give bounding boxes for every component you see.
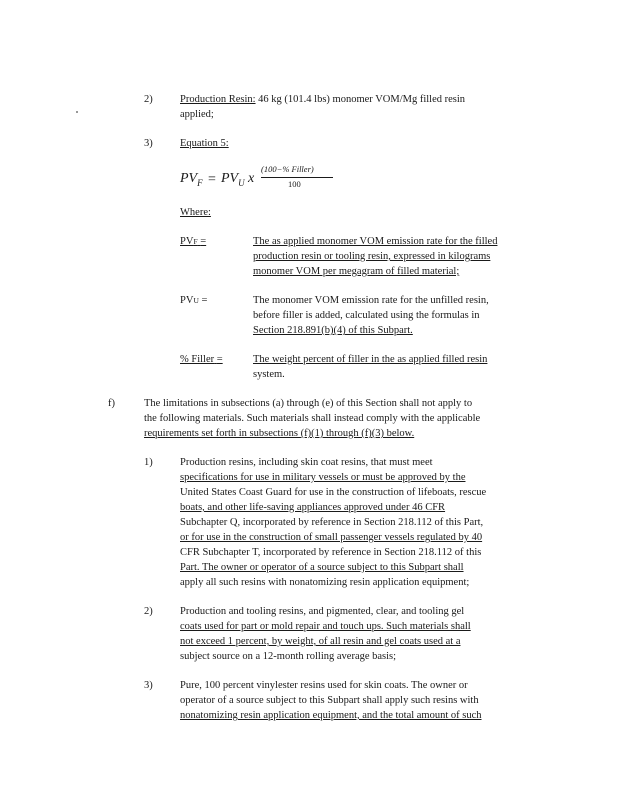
item-f-line: The limitations in subsections (a) through (e) of this Section shall not apply to: [144, 398, 473, 409]
where-label: Where:: [180, 207, 211, 218]
equation-fraction-bar: [261, 177, 333, 178]
definition-pvu-line: The monomer VOM emission rate for the unfilled resin,: [253, 295, 489, 306]
item-3-number: 3): [144, 138, 153, 149]
item-f3-line: nonatomizing resin application equipment, and the total amount of such: [180, 710, 482, 721]
item-2-number: 2): [144, 94, 153, 105]
equation-denominator: 100: [288, 179, 301, 189]
definition-filler-line: The weight percent of filler in the as applied filled resin: [253, 354, 488, 365]
item-3-label: Equation 5:: [180, 138, 229, 149]
scan-speck: [76, 111, 78, 113]
item-f3-number: 3): [144, 680, 153, 691]
item-f-line: the following materials. Such materials shall instead comply with the applicable: [144, 413, 481, 424]
definition-term-pvu-var: PV: [180, 295, 194, 306]
definition-term-pvf: [180, 234, 206, 249]
definition-pvf-line: production resin or tooling resin, expressed in kilograms: [253, 251, 491, 262]
item-f1-line: Production resins, including skin coat resins, that must meet: [180, 457, 433, 468]
item-2-heading: Production Resin:: [180, 94, 256, 105]
equation-equals: =: [208, 172, 216, 187]
item-f1-line: Part. The owner or operator of a source subject to this Subpart shall: [180, 562, 464, 573]
equation-lhs-sub: F: [197, 177, 203, 188]
definition-filler-line: system.: [253, 369, 285, 380]
item-f2-line: Production and tooling resins, and pigmented, clear, and tooling gel: [180, 606, 465, 617]
equation-numerator: (100−% Filler): [261, 164, 314, 174]
item-f-number: f): [108, 398, 115, 409]
item-f1-line: boats, and other life-saving appliances approved under 46 CFR: [180, 502, 446, 513]
definition-term-pvu-sub: U: [193, 296, 199, 305]
item-f1-line: CFR Subchapter T, incorporated by reference in Section 218.112 of this: [180, 547, 482, 558]
definition-term-pvf-sub: F: [193, 237, 198, 246]
definition-term-pvf-eq: =: [200, 236, 207, 247]
item-f2-line: subject source on a 12-month rolling average basis;: [180, 651, 397, 662]
item-f2-line: coats used for part or mold repair and touch ups. Such materials shall: [180, 621, 471, 632]
definition-term-pvu-eq: =: [201, 295, 208, 306]
definition-pvf-line: The as applied monomer VOM emission rate for the filled: [253, 236, 498, 247]
equation-rhs: [221, 170, 245, 192]
item-2-text: [180, 92, 465, 107]
item-f2-number: 2): [144, 606, 153, 617]
definition-pvf-line: monomer VOM per megagram of filled material;: [253, 266, 460, 277]
item-2-text-rest: 46 kg (101.4 lbs) monomer VOM/Mg filled resin: [255, 94, 466, 105]
item-f1-line: United States Coast Guard for use in the construction of lifeboats, rescue: [180, 487, 487, 498]
item-f1-line: or for use in the construction of small passenger vessels regulated by 40: [180, 532, 483, 543]
item-f1-line: Subchapter Q, incorporated by reference in Section 218.112 of this Part,: [180, 517, 484, 528]
equation-rhs-var: PV: [221, 171, 239, 186]
definition-term-pvu: [180, 293, 207, 308]
definition-term-filler-eq: =: [216, 354, 223, 365]
equation-times: x: [248, 171, 255, 186]
item-f1-line: specifications for use in military vessels or must be approved by the: [180, 472, 466, 483]
definition-pvu-line: Section 218.891(b)(4) of this Subpart.: [253, 325, 413, 336]
definition-term-pvf-var: PV: [180, 236, 194, 247]
equation-rhs-sub: U: [238, 177, 245, 188]
item-f1-number: 1): [144, 457, 153, 468]
definition-term-filler: [180, 352, 223, 367]
item-f3-line: Pure, 100 percent vinylester resins used for skin coats. The owner or: [180, 680, 468, 691]
item-f2-line: not exceed 1 percent, by weight, of all resin and gel coats used at a: [180, 636, 461, 647]
item-f-line: requirements set forth in subsections (f)(1) through (f)(3) below.: [144, 428, 415, 439]
item-2-line-2: applied;: [180, 109, 214, 120]
definition-term-filler-label: % Filler: [180, 354, 215, 365]
equation-lhs-var: PV: [180, 171, 198, 186]
item-f3-line: operator of a source subject to this Subpart shall apply such resins with: [180, 695, 479, 706]
definition-pvu-line: before filler is added, calculated using the formulas in: [253, 310, 480, 321]
item-f1-line: apply all such resins with nonatomizing resin application equipment;: [180, 577, 470, 588]
equation-lhs: [180, 170, 203, 192]
